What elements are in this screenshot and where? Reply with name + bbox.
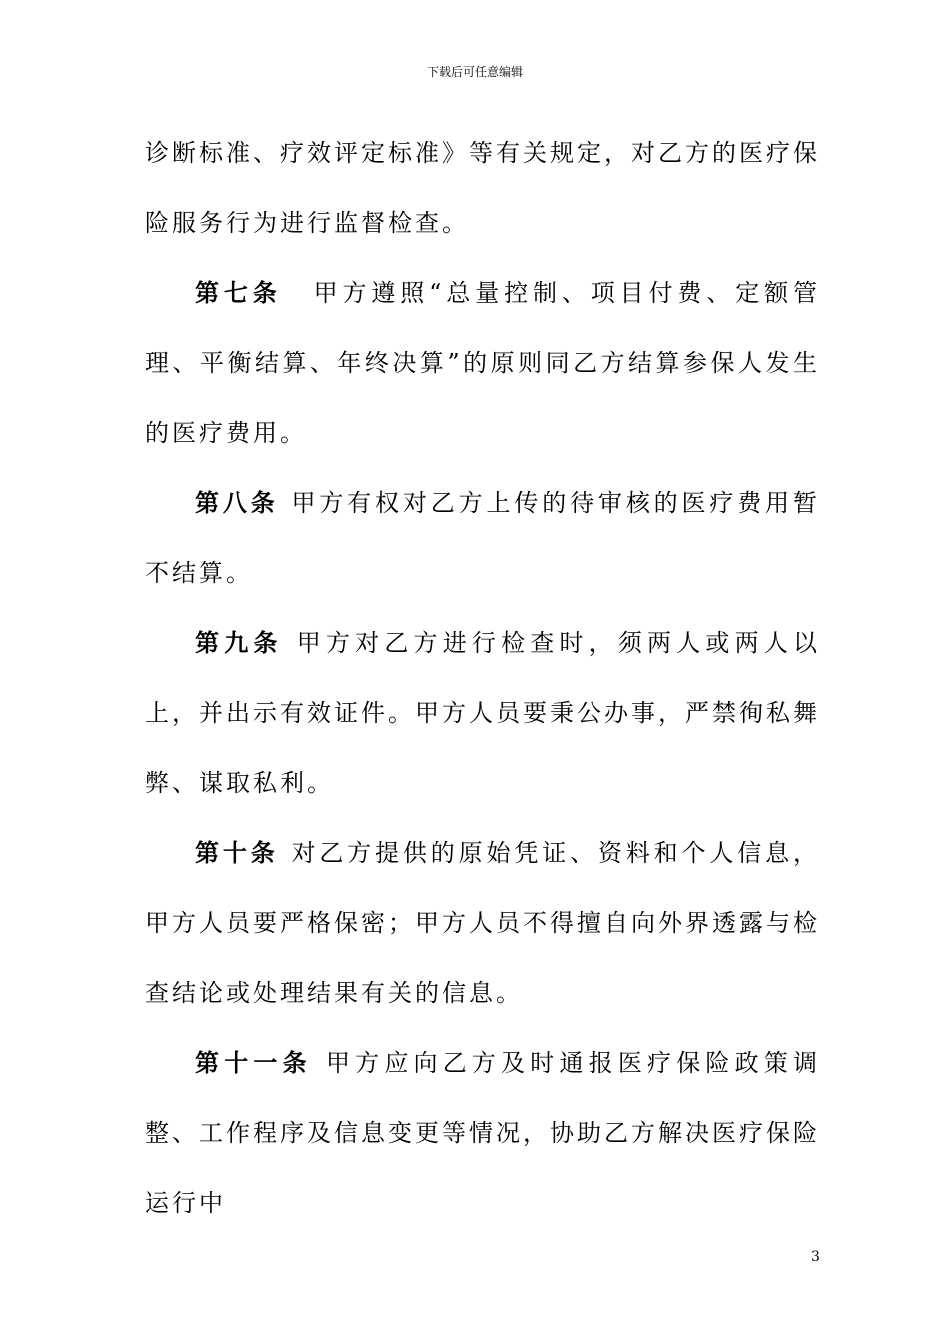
- article-11: [145, 1028, 820, 1238]
- paragraph-continuation: [145, 118, 820, 258]
- article-label: 第八条: [195, 488, 279, 517]
- article-8: [145, 468, 820, 608]
- article-label: 第九条: [195, 628, 283, 657]
- article-7: [145, 258, 820, 468]
- article-label: 第十条: [195, 838, 279, 867]
- paragraph-text: 对乙方提供的原始凭证、资料和个人信息，甲方人员要严格保密；甲方人员不得擅自向外界透露与检查结论或处理结果有关的信息。: [145, 839, 821, 1007]
- paragraph-text: 甲方遵照“总量控制、项目付费、定额管理、平衡结算、年终决算”的原则同乙方结算参保人发生的医疗费用。: [145, 279, 821, 447]
- article-label: 第十一条: [195, 1048, 312, 1077]
- document-body: [145, 118, 820, 1238]
- article-9: [145, 608, 820, 818]
- paragraph-text: 甲方应向乙方及时通报医疗保险政策调整、工作程序及信息变更等情况，协助乙方解决医疗保险运行中: [145, 1049, 821, 1217]
- paragraph-text: 甲方有权对乙方上传的待审核的医疗费用暂不结算。: [145, 489, 821, 587]
- paragraph-text: 诊断标准、疗效评定标准》等有关规定，对乙方的医疗保险服务行为进行监督检查。: [145, 139, 820, 237]
- article-10: [145, 818, 820, 1028]
- page-header: 下载后可任意编辑: [426, 65, 523, 79]
- paragraph-text: 甲方对乙方进行检查时，须两人或两人以上，并出示有效证件。甲方人员要秉公办事，严禁徇私舞弊、谋取私利。: [145, 629, 821, 797]
- article-label: 第七条: [195, 278, 282, 307]
- page-number: 3: [811, 1249, 820, 1265]
